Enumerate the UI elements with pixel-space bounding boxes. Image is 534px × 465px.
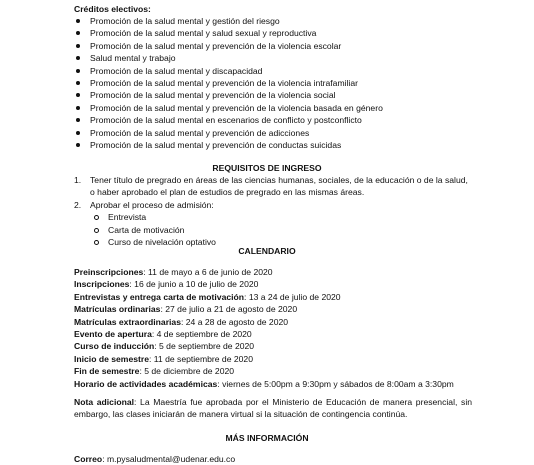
list-item: Promoción de la salud mental y prevención de la violencia basada en género (74, 102, 514, 114)
calendar-row: Matrículas extraordinarias: 24 a 28 de agosto de 2020 (74, 316, 289, 327)
contact-email: Correo: m.pysaludmental@udenar.edu.co (74, 454, 236, 464)
list-item: Promoción de la salud mental en escenarios de conflicto y postconflicto (74, 114, 514, 126)
list-item: Promoción de la salud mental y gestión del riesgo (74, 15, 514, 27)
bullet-icon (76, 118, 80, 122)
admission-steps-list (90, 211, 474, 248)
bullet-icon (76, 81, 80, 85)
requirements-title: REQUISITOS DE INGRESO (212, 163, 322, 173)
electives-heading: Créditos electivos: (74, 4, 151, 14)
list-item: 2. Aprobar el proceso de admisión: Entrevista Carta de motivación Curso de nivelación optativo (74, 199, 474, 249)
calendar-row: Horario de actividades académicas: viernes de 5:00pm a 9:30pm y sábados de 8:00am a 3:30pm (74, 378, 454, 389)
list-item: Promoción de la salud mental y prevención de la violencia escolar (74, 40, 514, 52)
bullet-icon (76, 44, 80, 48)
list-item: Salud mental y trabajo (74, 52, 514, 64)
bullet-icon (76, 131, 80, 135)
requirements-list (74, 174, 474, 248)
bullet-icon (76, 56, 80, 60)
calendar-title: CALENDARIO (238, 246, 296, 256)
electives-list (74, 15, 514, 151)
calendar-row: Preinscripciones: 11 de mayo a 6 de junio de 2020 (74, 267, 273, 277)
circle-bullet-icon (94, 215, 99, 220)
calendar-row: Evento de apertura: 4 de septiembre de 2020 (74, 329, 252, 340)
calendar-row: Curso de inducción: 5 de septiembre de 2020 (74, 341, 255, 352)
more-info-title: MÁS INFORMACIÓN (225, 433, 309, 443)
bullet-icon (76, 93, 80, 97)
bullet-icon (76, 106, 80, 110)
list-item: Promoción de la salud mental y salud sexual y reproductiva (74, 27, 514, 39)
list-item: Promoción de la salud mental y discapacidad (74, 65, 514, 77)
calendar-list (74, 266, 514, 390)
list-item: Promoción de la salud mental y prevención de conductas suicidas (74, 139, 514, 151)
list-item: 1. Tener título de pregrado en áreas de las ciencias humanas, sociales, de la educación o de la salud, o haber aprobado el plan de estudios de pregrado en las mismas áreas. (74, 175, 468, 198)
list-item: Promoción de la salud mental y prevención de adicciones (74, 127, 514, 139)
bullet-icon (76, 31, 80, 35)
calendar-row: Entrevistas y entrega carta de motivación: 13 a 24 de julio de 2020 (74, 291, 341, 302)
circle-bullet-icon (94, 228, 99, 233)
additional-note: Nota adicional: La Maestría fue aprobada por el Ministerio de Educación de manera presencial, sin embargo, las clases iniciarán de manera virtual si la situación de contingencia continúa. (74, 397, 473, 420)
bullet-icon (76, 19, 80, 23)
bullet-icon (76, 69, 80, 73)
list-item: Carta de motivación (90, 224, 474, 236)
calendar-row: Inicio de semestre: 11 de septiembre de 2020 (74, 353, 253, 364)
list-item: Curso de nivelación optativo (90, 236, 474, 248)
calendar-row: Matrículas ordinarias: 27 de julio a 21 de agosto de 2020 (74, 304, 298, 315)
list-item: Promoción de la salud mental y prevención de la violencia social (74, 89, 514, 101)
calendar-row: Inscripciones: 16 de junio a 10 de julio de 2020 (74, 279, 259, 290)
list-item: Entrevista (90, 211, 474, 223)
list-item: Promoción de la salud mental y prevención de la violencia intrafamiliar (74, 77, 514, 89)
calendar-row: Fin de semestre: 5 de diciembre de 2020 (74, 366, 235, 377)
bullet-icon (76, 143, 80, 147)
